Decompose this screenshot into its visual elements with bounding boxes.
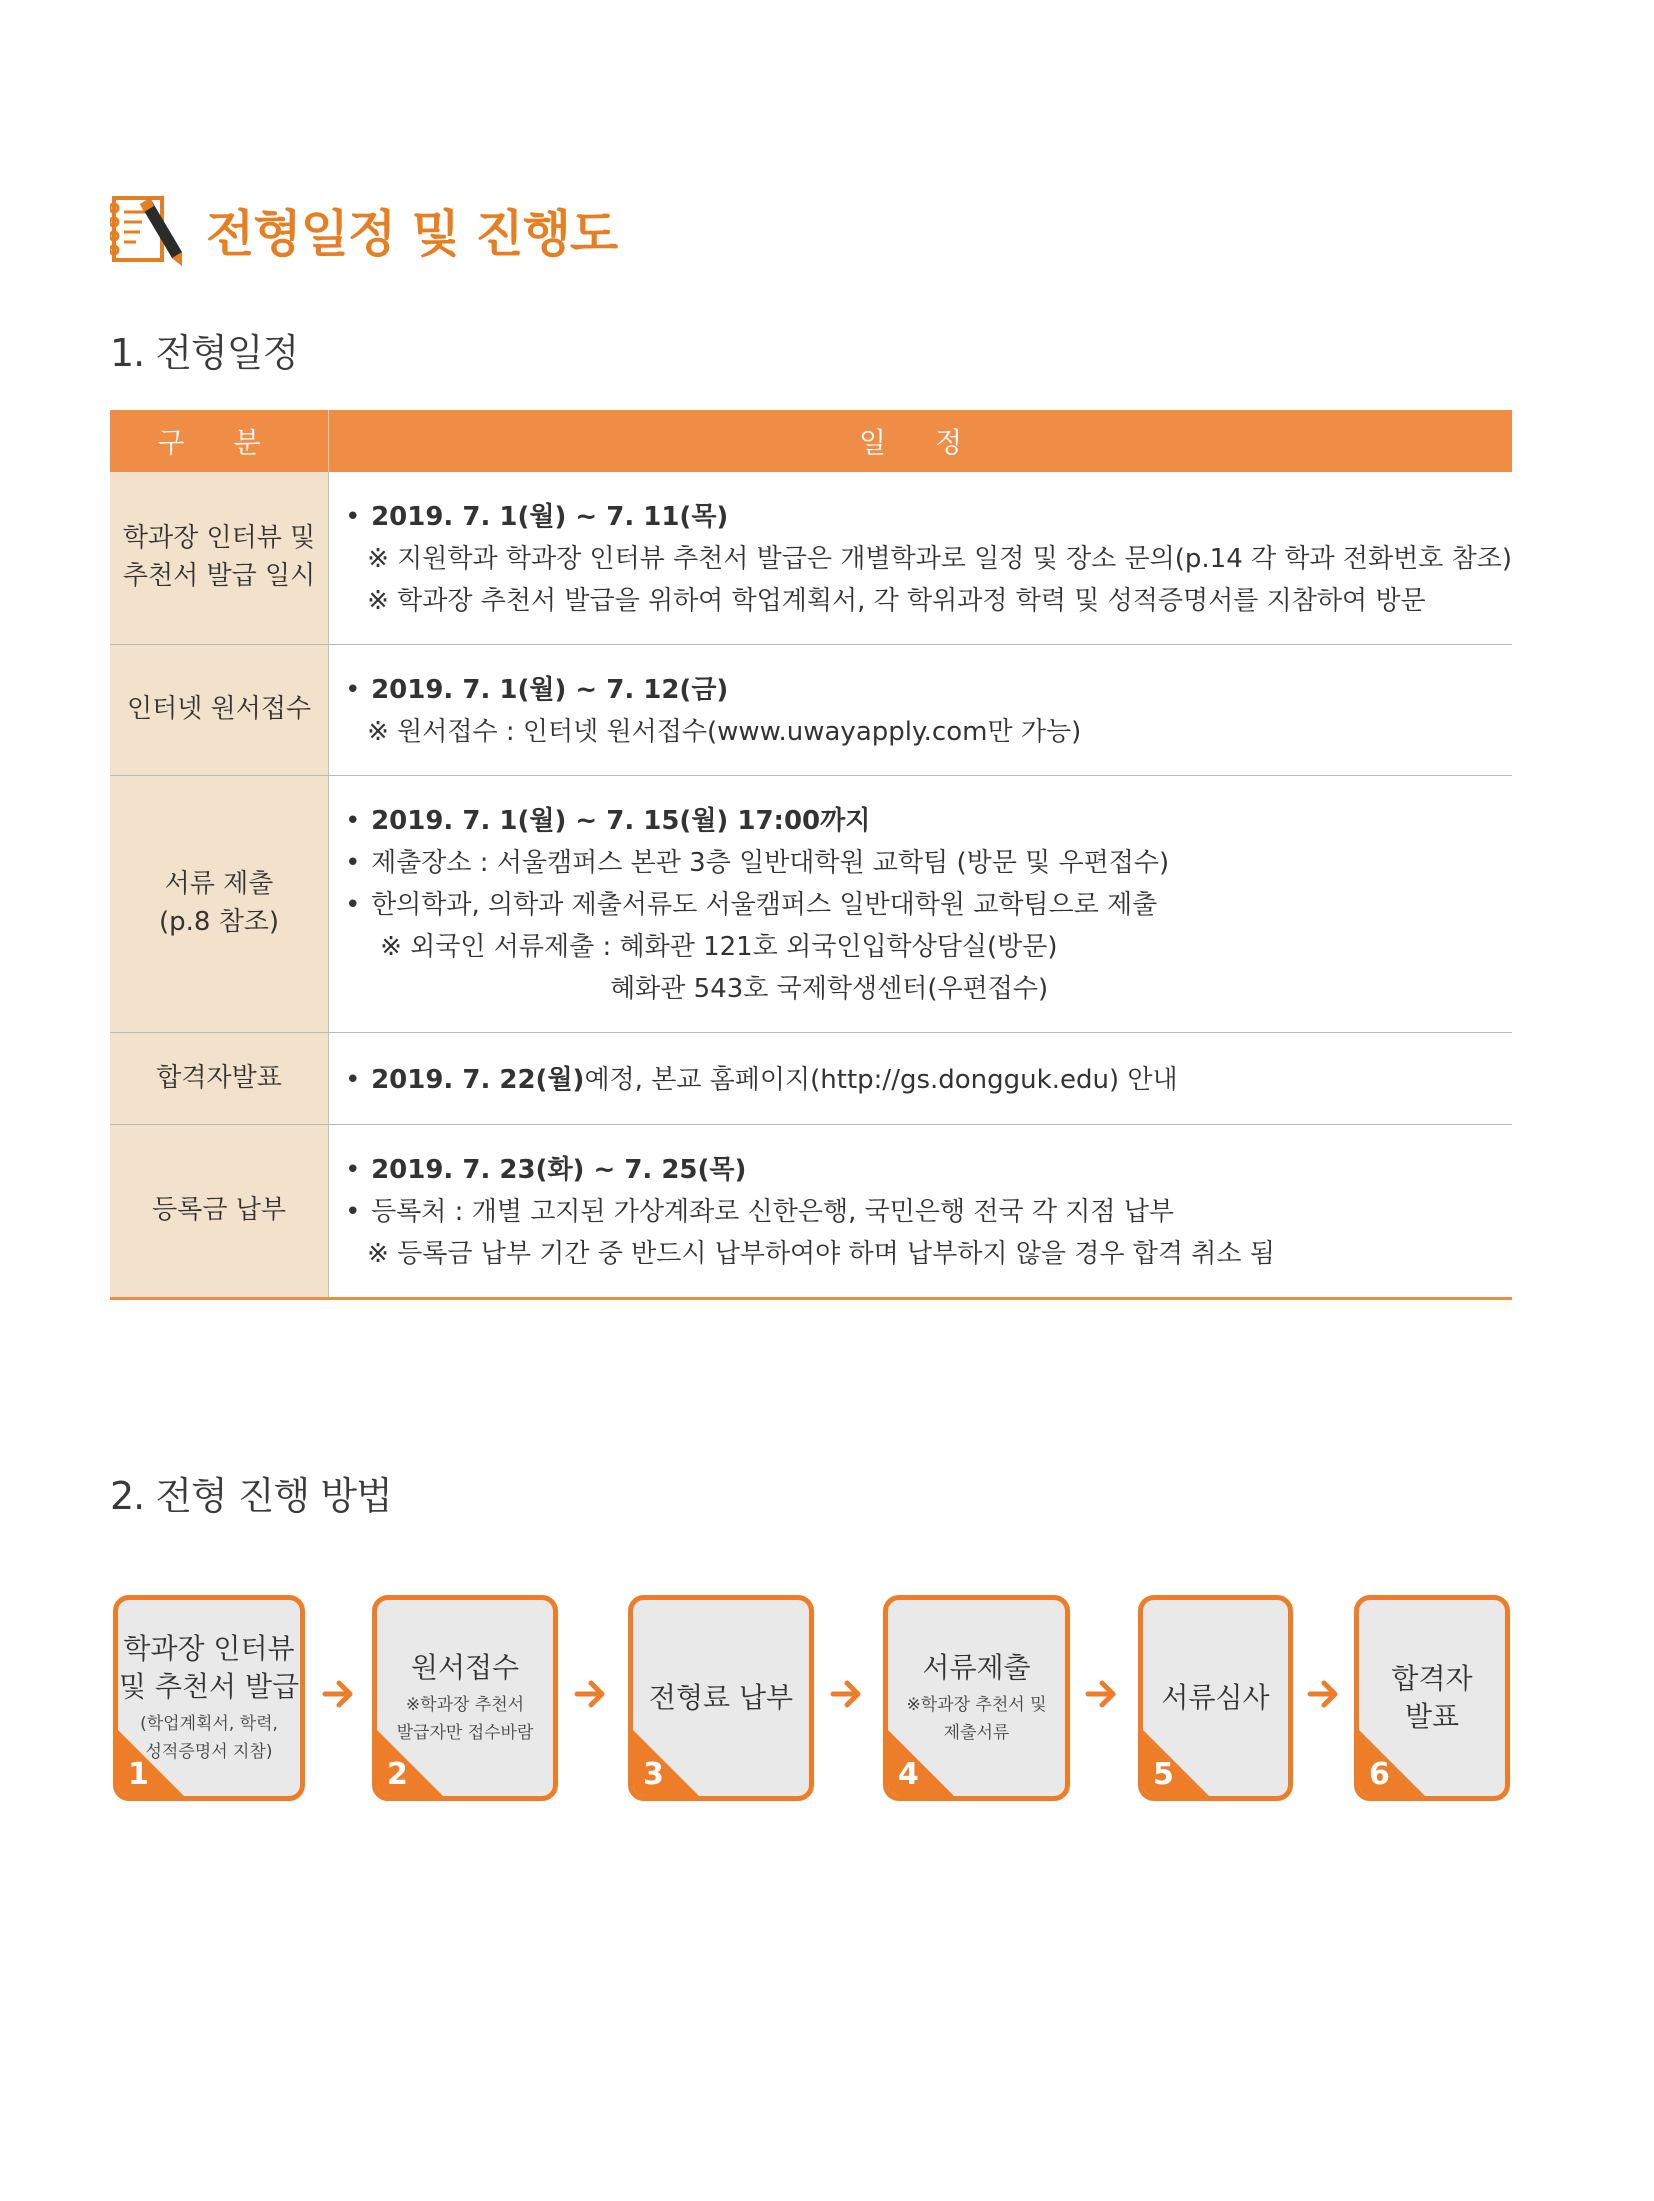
row-category: 합격자발표: [110, 1033, 329, 1125]
arrow-right-icon: [830, 1677, 864, 1711]
step-number: 3: [643, 1757, 664, 1792]
step-title: 전형료 납부: [648, 1681, 794, 1714]
step-title: 학과장 인터뷰 및 추천서 발급: [118, 1632, 300, 1703]
arrow-right-icon: [322, 1677, 356, 1711]
column-header-schedule: 일 정: [329, 410, 1512, 472]
step-number: 2: [387, 1757, 408, 1792]
step-number: 4: [898, 1757, 919, 1792]
detail-text: 예정, 본교 홈페이지(http://gs.dongguk.edu) 안내: [584, 1064, 1178, 1095]
detail-line: [345, 1191, 1512, 1233]
step-title: 원서접수: [410, 1651, 520, 1684]
row-details: [329, 776, 1512, 1033]
table-row: [110, 472, 1512, 645]
table-row: [110, 776, 1512, 1033]
bullet: •: [345, 848, 361, 878]
process-step: [1138, 1595, 1293, 1801]
date-range: 2019. 7. 23(화) ~ 7. 25(목): [371, 1155, 747, 1185]
step-number: 6: [1369, 1757, 1390, 1792]
arrow-right-icon: [574, 1677, 608, 1711]
step-note: (학업계획서, 학력, 성적증명서 지참): [140, 1714, 278, 1762]
row-details: [329, 1033, 1512, 1125]
row-details: [329, 1125, 1512, 1299]
detail-text: 한의학과, 의학과 제출서류도 서울캠퍼스 일반대학원 교학팀으로 제출: [371, 890, 1158, 920]
bullet: •: [345, 806, 361, 836]
arrow-right-icon: [1307, 1677, 1341, 1711]
section-title-schedule: 1. 전형일정: [110, 331, 299, 375]
schedule-table: [110, 410, 1512, 1300]
bullet: •: [345, 1155, 361, 1185]
page-header: [110, 190, 617, 270]
row-category: 학과장 인터뷰 및 추천서 발급 일시: [110, 472, 329, 645]
date-range: 2019. 7. 1(월) ~ 7. 12(금): [371, 675, 729, 705]
detail-text: 제출장소 : 서울캠퍼스 본관 3층 일반대학원 교학팀 (방문 및 우편접수): [371, 848, 1170, 878]
process-step: [1354, 1595, 1510, 1801]
detail-note: ※ 학과장 추천서 발급을 위하여 학업계획서, 각 학위과정 학력 및 성적증명서를 지참하여 방문: [367, 586, 1426, 616]
date-range: 2019. 7. 22(월): [371, 1064, 585, 1095]
table-header-row: [110, 410, 1512, 472]
table-row: [110, 1125, 1512, 1299]
bullet: •: [345, 1064, 361, 1095]
detail-note: ※ 외국인 서류제출 : 혜화관 121호 외국인입학상담실(방문): [380, 932, 1058, 962]
process-step: [883, 1595, 1070, 1801]
step-title: 서류제출: [922, 1651, 1031, 1684]
row-category: 서류 제출 (p.8 참조): [110, 776, 329, 1033]
row-details: [329, 472, 1512, 645]
bullet: •: [345, 502, 361, 532]
table-row: [110, 645, 1512, 776]
bullet: •: [345, 1197, 361, 1227]
step-title: 합격자 발표: [1391, 1662, 1473, 1733]
row-details: [329, 645, 1512, 776]
process-flow: [110, 1595, 1520, 1810]
column-header-category: 구 분: [110, 410, 329, 472]
step-title: 서류심사: [1161, 1681, 1270, 1714]
table-row: [110, 1033, 1512, 1125]
row-category: 인터넷 원서접수: [110, 645, 329, 776]
step-note: ※학과장 추천서 발급자만 접수바람: [396, 1695, 534, 1743]
date-range: 2019. 7. 1(월) ~ 7. 11(목): [371, 502, 729, 532]
bullet: •: [345, 890, 361, 920]
detail-line: [345, 496, 1512, 538]
detail-line: [345, 842, 1512, 884]
process-step: [372, 1595, 558, 1801]
section-title-process: 2. 전형 진행 방법: [110, 1474, 392, 1518]
step-number: 1: [128, 1757, 149, 1792]
detail-line: [345, 669, 1512, 711]
detail-note: ※ 원서접수 : 인터넷 원서접수(www.uwayapply.com만 가능): [367, 717, 1082, 747]
notebook-pencil-icon: [110, 190, 190, 270]
detail-line: [345, 1059, 1512, 1101]
detail-line: [345, 800, 1512, 842]
step-number: 5: [1153, 1757, 1174, 1792]
date-range: 2019. 7. 1(월) ~ 7. 15(월) 17:00까지: [371, 806, 871, 836]
detail-line: [345, 1149, 1512, 1191]
detail-line: [345, 884, 1512, 926]
detail-text: 등록처 : 개별 고지된 가상계좌로 신한은행, 국민은행 전국 각 지점 납부: [371, 1197, 1174, 1227]
arrow-right-icon: [1085, 1677, 1119, 1711]
detail-note: ※ 지원학과 학과장 인터뷰 추천서 발급은 개별학과로 일정 및 장소 문의(p.14 각 학과 전화번호 참조): [367, 544, 1512, 574]
step-note: ※학과장 추천서 및 제출서류: [906, 1695, 1047, 1743]
page-title: 전형일정 및 진행도: [206, 205, 618, 263]
process-step: [628, 1595, 814, 1801]
detail-note: ※ 등록금 납부 기간 중 반드시 납부하여야 하며 납부하지 않을 경우 합격 취소 됨: [367, 1239, 1275, 1269]
row-category: 등록금 납부: [110, 1125, 329, 1299]
bullet: •: [345, 675, 361, 705]
detail-note: 혜화관 543호 국제학생센터(우편접수): [610, 974, 1049, 1004]
process-step: [113, 1595, 305, 1801]
